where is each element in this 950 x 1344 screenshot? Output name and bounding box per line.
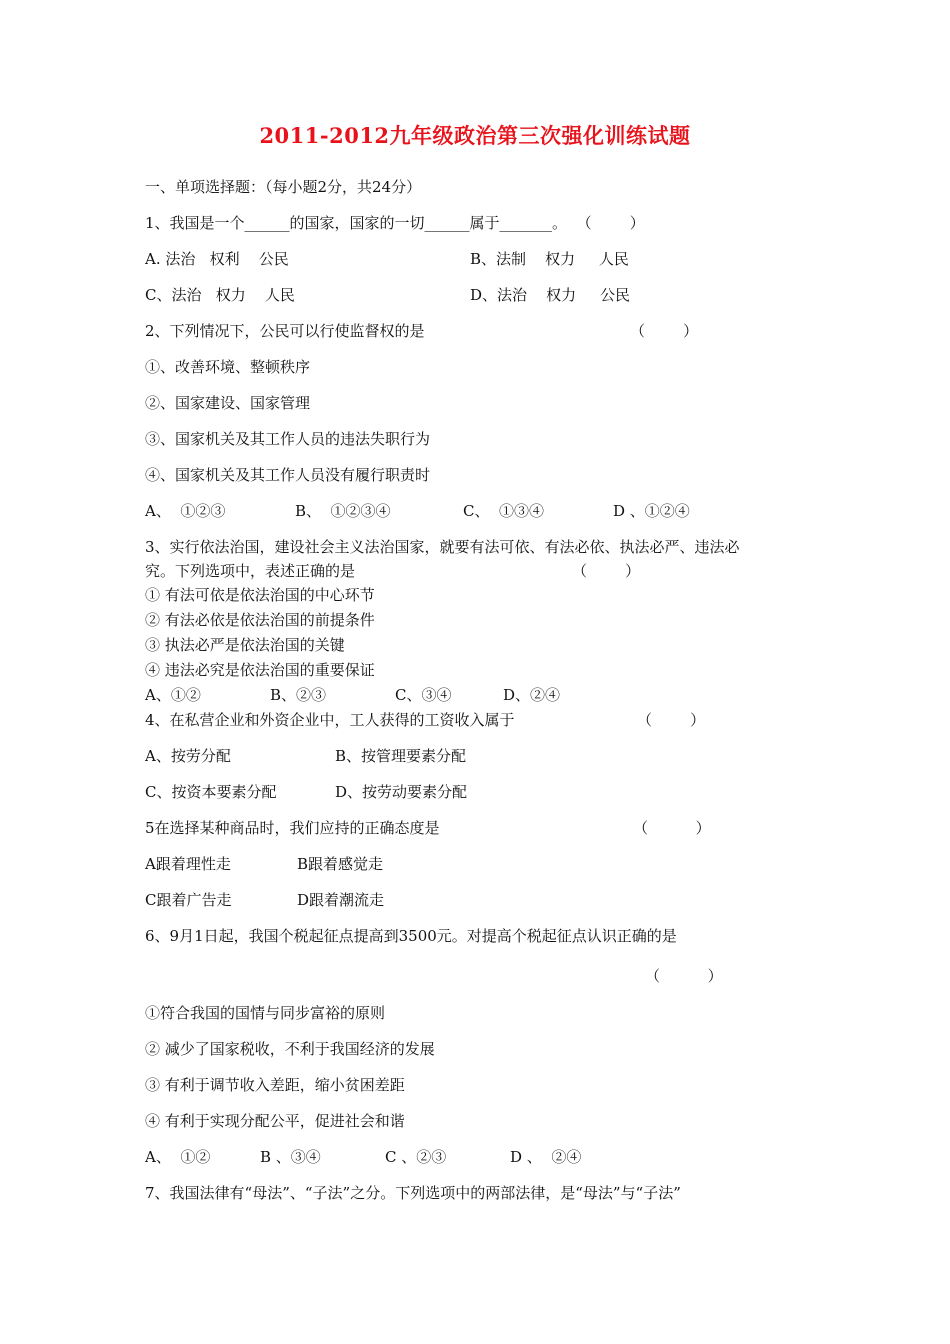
statement-3: ③ 执法必严是依法治国的关键 xyxy=(145,636,345,654)
statement-4: ④ 违法必究是依法治国的重要保证 xyxy=(145,661,375,679)
option-d: D、②④ xyxy=(503,686,561,704)
statement-2: ②、国家建设、国家管理 xyxy=(145,394,311,412)
option-c: C、按资本要素分配 xyxy=(145,783,277,801)
option-a: A、按劳分配 xyxy=(145,747,231,765)
question-6-stem: 6、9月1日起，我国个税起征点提高到3500元。对提高个税起征点认识正确的是 xyxy=(145,927,677,945)
option-c: C 、②③ xyxy=(385,1148,447,1166)
question-2-stem: 2、下列情况下，公民可以行使监督权的是 xyxy=(145,322,425,340)
page-title: 2011-2012九年级政治第三次强化训练试题 xyxy=(259,123,691,148)
option-d: D、法治 权力 公民 xyxy=(470,286,630,304)
question-3-stem-line1: 3、实行依法治国，建设社会主义法治国家，就要有法可依、有法必依、执法必严、违法必 xyxy=(145,538,740,556)
question-3-stem-line2: 究。下列选项中，表述正确的是 xyxy=(145,562,356,580)
statement-1: ①符合我国的国情与同步富裕的原则 xyxy=(145,1004,386,1022)
answer-paren: （ ） xyxy=(633,819,711,837)
option-d: D跟着潮流走 xyxy=(297,891,385,909)
question-5-stem: 5在选择某种商品时，我们应持的正确态度是 xyxy=(145,819,440,837)
option-b: B跟着感觉走 xyxy=(297,855,384,873)
option-c: C跟着广告走 xyxy=(145,891,232,909)
option-b: B、 ①②③④ xyxy=(295,502,391,520)
question-1-stem: 1、我国是一个______的国家，国家的一切______属于_______。 （ ） xyxy=(145,214,645,232)
option-a: A、 ①②③ xyxy=(145,502,226,520)
statement-3: ③ 有利于调节收入差距，缩小贫困差距 xyxy=(145,1076,405,1094)
option-b: B、②③ xyxy=(270,686,327,704)
answer-paren: （ ） xyxy=(645,967,723,985)
option-d: D 、①②④ xyxy=(613,502,690,520)
question-7-stem: 7、我国法律有“母法”、“子法”之分。下列选项中的两部法律，是“母法”与“子法” xyxy=(145,1184,681,1202)
option-c: C、③④ xyxy=(395,686,452,704)
option-a: A、 ①② xyxy=(145,1148,211,1166)
option-b: B 、③④ xyxy=(260,1148,321,1166)
answer-paren: （ ） xyxy=(630,322,699,340)
option-a: A跟着理性走 xyxy=(145,855,231,873)
statement-4: ④、国家机关及其工作人员没有履行职责时 xyxy=(145,466,431,484)
option-b: B、按管理要素分配 xyxy=(335,747,467,765)
statement-1: ① 有法可依是依法治国的中心环节 xyxy=(145,586,375,604)
statement-2: ② 有法必依是依法治国的前提条件 xyxy=(145,611,375,629)
answer-paren: （ ） xyxy=(572,562,641,580)
option-b: B、法制 权力 人民 xyxy=(470,250,629,268)
option-d: D、按劳动要素分配 xyxy=(335,783,468,801)
option-a: A. 法治 权利 公民 xyxy=(145,250,289,268)
option-c: C、法治 权力 人民 xyxy=(145,286,295,304)
question-4-stem: 4、在私营企业和外资企业中，工人获得的工资收入属于 xyxy=(145,711,515,729)
section-heading: 一、单项选择题：（每小题2分，共24分） xyxy=(145,178,422,196)
option-d: D 、 ②④ xyxy=(510,1148,582,1166)
statement-2: ② 减少了国家税收，不利于我国经济的发展 xyxy=(145,1040,435,1058)
option-a: A、①② xyxy=(145,686,201,704)
statement-1: ①、改善环境、整顿秩序 xyxy=(145,358,311,376)
statement-4: ④ 有利于实现分配公平，促进社会和谐 xyxy=(145,1112,405,1130)
statement-3: ③、国家机关及其工作人员的违法失职行为 xyxy=(145,430,431,448)
answer-paren: （ ） xyxy=(637,711,706,729)
option-c: C、 ①③④ xyxy=(463,502,545,520)
